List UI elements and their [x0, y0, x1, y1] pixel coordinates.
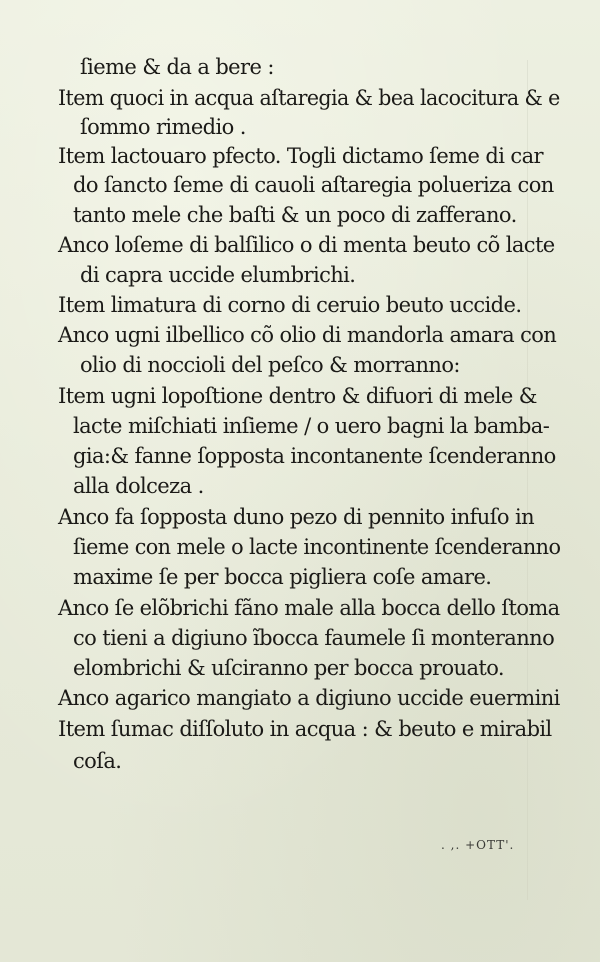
text-line-13: lacte miſchiati inſieme / o uero bagni la bamba- [73, 414, 550, 438]
text-line-8: di capra uccide elumbrichi. [80, 263, 356, 287]
text-line-9: Item limatura di corno di ceruio beuto uccide. [58, 293, 522, 317]
text-line-21: elombrichi & uſciranno per bocca prouato. [73, 656, 504, 680]
text-line-6: tanto mele che baſti & un poco di zafferano. [73, 203, 517, 227]
text-line-12: Item ugni lopoſtione dentro & difuori di mele & [58, 384, 537, 408]
text-line-4: Item lactouaro pfecto. Togli dictamo ſeme di car [58, 144, 543, 168]
text-line-20: co tieni a digiuno ĩbocca faumele ſi monteranno [73, 626, 555, 650]
text-line-11: olio di noccioli del peſco & morranno: [80, 353, 460, 377]
text-line-16: Anco fa ſopposta duno pezo di pennito infuſo in [58, 505, 535, 529]
text-line-23: Item ſumac diſſoluto in acqua : & beuto e mirabil [58, 717, 552, 741]
text-line-7: Anco loſeme di balſilico o di menta beuto cõ lacte [58, 233, 555, 257]
text-line-5: do ſancto ſeme di cauoli aſtaregia polueriza con [73, 173, 554, 197]
text-line-17: ſieme con mele o lacte incontinente ſcenderanno [73, 535, 561, 559]
text-line-22: Anco agarico mangiato a digiuno uccide euermini [58, 686, 560, 710]
text-line-10: Anco ugni ilbellico cõ olio di mandorla amara con [58, 323, 557, 347]
text-line-19: Anco ſe elõbrichi fãno male alla bocca dello ſtoma [58, 596, 560, 620]
text-line-15: alla dolceza . [73, 474, 204, 498]
signature-mark: . ,. +OTT'. [441, 838, 515, 852]
text-line-1: ſieme & da a bere : [80, 55, 274, 79]
text-line-2: Item quoci in acqua aſtaregia & bea lacocitura & e [58, 86, 560, 110]
text-line-18: maxime ſe per bocca pigliera coſe amare. [73, 565, 492, 589]
text-line-14: gia:& fanne ſopposta incontanente ſcenderanno [73, 444, 556, 468]
text-line-24: coſa. [73, 749, 122, 773]
text-line-3: ſommo rimedio . [80, 115, 246, 139]
